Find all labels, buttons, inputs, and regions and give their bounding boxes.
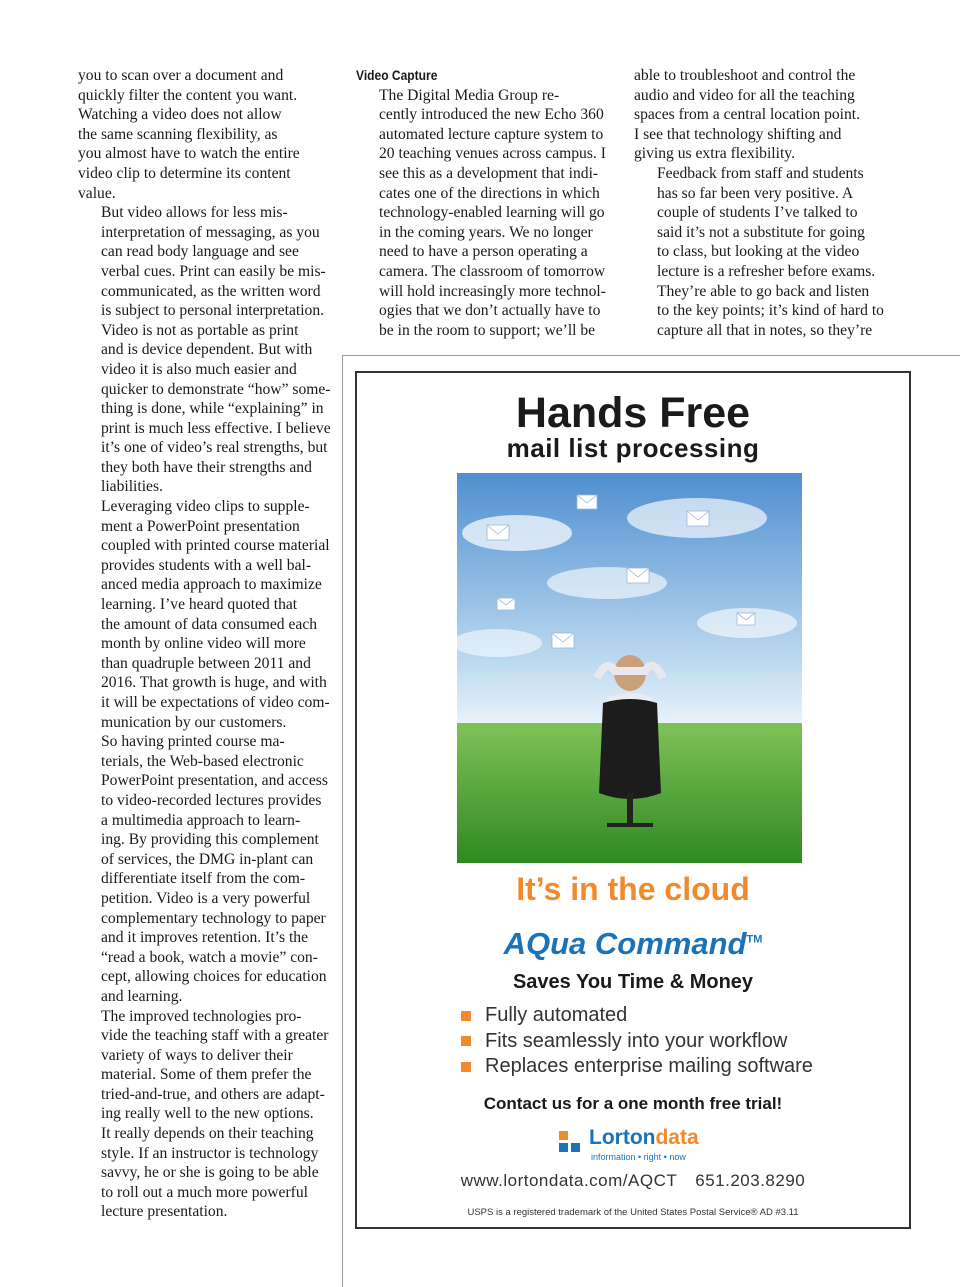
square-bullet-icon: [461, 1062, 471, 1072]
text-line: cates one of the directions in which: [379, 184, 600, 202]
text-line: and it improves retention. It’s the: [101, 929, 309, 947]
text-line: Leveraging video clips to supple-: [101, 498, 310, 516]
text-line: cently introduced the new Echo 360: [379, 106, 604, 124]
text-line: lecture is a refresher before exams.: [657, 262, 876, 280]
text-line: couple of students I’ve talked to: [657, 204, 858, 222]
text-line: ment a PowerPoint presentation: [101, 517, 300, 535]
website-link[interactable]: www.lortondata.com/AQCT: [460, 1171, 678, 1190]
text-line: automated lecture capture system to: [379, 125, 604, 143]
text-line: variety of ways to deliver their: [101, 1046, 293, 1064]
text-line: need to have a person operating a: [379, 243, 588, 261]
ad-fine-print: USPS is a registered trademark of the United States Postal Service® AD #3.11: [467, 1207, 799, 1218]
text-line: audio and video for all the teaching: [634, 86, 855, 104]
text-line: video it is also much easier and: [101, 360, 297, 378]
text-line: munication by our customers.: [101, 713, 287, 731]
text-line: see this as a development that indi-: [379, 164, 599, 182]
text-line: lecture presentation.: [101, 1203, 228, 1221]
text-line: can read body language and see: [101, 243, 299, 261]
text-line: anced media approach to maximize: [101, 576, 322, 594]
text-line: they both have their strengths and: [101, 458, 312, 476]
text-line: giving us extra flexibility.: [634, 145, 795, 163]
feature-list: [461, 1003, 813, 1080]
square-bullet-icon: [461, 1011, 471, 1021]
paragraph: [634, 164, 892, 340]
list-item: Replaces enterprise mailing software: [461, 1054, 813, 1080]
section-heading: Video Capture: [356, 67, 438, 83]
text-line: coupled with printed course material: [101, 537, 330, 555]
man-in-field-image: [457, 473, 802, 863]
paragraph: [78, 321, 336, 497]
text-line: So having printed course ma-: [101, 733, 285, 751]
phone-number: 651.203.8290: [695, 1171, 806, 1190]
ad-subtitle: mail list processing: [506, 433, 760, 463]
text-line: terials, the Web-based electronic: [101, 752, 304, 770]
text-line: verbal cues. Print can easily be mis-: [101, 262, 326, 280]
text-line: I see that technology shifting and: [634, 125, 842, 143]
text-line: the amount of data consumed each: [101, 615, 318, 633]
text-line: “read a book, watch a movie” con-: [101, 948, 318, 966]
paragraph: [634, 66, 892, 164]
text-line: spaces from a central location point.: [634, 106, 861, 124]
text-line: is subject to personal interpretation.: [101, 302, 325, 320]
text-line: will hold increasingly more technol-: [379, 282, 606, 300]
paragraph: [78, 203, 336, 321]
text-line: complementary technology to paper: [101, 909, 326, 927]
text-line: month by online video will more: [101, 635, 306, 653]
text-line: 20 teaching venues across campus. I: [379, 145, 606, 163]
ad-photo: [457, 473, 802, 863]
lortondata-mark-icon: [557, 1129, 583, 1155]
text-line: to the key points; it’s kind of hard to: [657, 302, 884, 320]
text-line: Feedback from staff and students: [657, 164, 864, 182]
text-line: quickly filter the content you want.: [78, 86, 298, 104]
square-bullet-icon: [461, 1036, 471, 1046]
text-line: petition. Video is a very powerful: [101, 889, 311, 907]
text-line: be in the room to support; we’ll be: [379, 321, 596, 339]
text-line: The Digital Media Group re-: [379, 86, 560, 104]
list-item: Fully automated: [461, 1003, 813, 1029]
text-line: learning. I’ve heard quoted that: [101, 596, 298, 614]
text-line: ing. By providing this complement: [101, 831, 319, 849]
text-line: Video is not as portable as print: [101, 321, 299, 339]
text-line: value.: [78, 184, 116, 202]
paragraph: [356, 86, 610, 341]
list-item: Fits seamlessly into your workflow: [461, 1029, 813, 1055]
text-line: They’re able to go back and listen: [657, 282, 870, 300]
text-line: to video-recorded lectures provides: [101, 791, 322, 809]
logo-wordmark: Lortondata: [589, 1126, 699, 1149]
text-line: than quadruple between 2011 and: [101, 654, 311, 672]
text-line: differentiate itself from the com-: [101, 870, 306, 888]
text-line: But video allows for less mis-: [101, 204, 288, 222]
article-column-2: [356, 66, 610, 340]
text-line: Watching a video does not allow: [78, 106, 282, 124]
text-line: in the coming years. We no longer: [379, 223, 593, 241]
text-line: material. Some of them prefer the: [101, 1066, 312, 1084]
text-line: ing really well to the new options.: [101, 1105, 314, 1123]
text-line: It really depends on their teaching: [101, 1125, 314, 1143]
ad-title: Hands Free: [515, 389, 751, 437]
ad-contact-line: Contact us for a one month free trial!: [483, 1094, 783, 1113]
text-line: you to scan over a document and: [78, 67, 284, 84]
text-line: technology-enabled learning will go: [379, 204, 605, 222]
text-line: cept, allowing choices for education: [101, 968, 327, 986]
text-line: video clip to determine its content: [78, 164, 291, 182]
ad-web-phone: [357, 1171, 909, 1191]
lortondata-logo: [557, 1126, 717, 1166]
text-line: style. If an instructor is technology: [101, 1144, 319, 1162]
text-line: PowerPoint presentation, and access: [101, 772, 328, 790]
text-line: of services, the DMG in-plant can: [101, 850, 314, 868]
text-line: communicated, as the written word: [101, 282, 321, 300]
paragraph: [78, 66, 336, 203]
text-line: has so far been very positive. A: [657, 184, 854, 202]
logo-tagline: information • right • now: [591, 1152, 686, 1162]
trademark-mark: TM: [746, 933, 763, 946]
text-line: able to troubleshoot and control the: [634, 67, 856, 84]
text-line: camera. The classroom of tomorrow: [379, 262, 606, 280]
text-line: quicker to demonstrate “how” some-: [101, 380, 331, 398]
text-line: ogies that we don’t actually have to: [379, 302, 601, 320]
text-line: to roll out a much more powerful: [101, 1183, 308, 1201]
text-line: savvy, he or she is going to be able: [101, 1164, 319, 1182]
paragraph: [78, 497, 336, 732]
advertisement: [355, 371, 911, 1229]
text-line: 2016. That growth is huge, and with: [101, 674, 327, 692]
text-line: a multimedia approach to learn-: [101, 811, 301, 829]
ad-brand-logo: [357, 926, 909, 962]
text-line: capture all that in notes, so they’re: [657, 321, 873, 339]
text-line: liabilities.: [101, 478, 163, 496]
text-line: it will be expectations of video com-: [101, 694, 330, 711]
ad-cloud-tagline: It’s in the cloud: [516, 871, 750, 907]
text-line: the same scanning flexibility, as: [78, 125, 278, 143]
divider-horizontal: [342, 355, 960, 356]
ad-saves-headline: Saves You Time & Money: [512, 971, 754, 993]
article-column-1: [78, 66, 336, 1222]
text-line: interpretation of messaging, as you: [101, 223, 320, 241]
text-line: and is device dependent. But with: [101, 341, 313, 359]
divider-vertical: [342, 355, 343, 1287]
text-line: said it’s not a substitute for going: [657, 223, 865, 241]
text-line: print is much less effective. I believe: [101, 419, 331, 437]
text-line: it’s one of video’s real strengths, but: [101, 439, 328, 457]
text-line: provides students with a well bal-: [101, 556, 312, 574]
brand-name: AQua Command: [503, 926, 747, 961]
text-line: vide the teaching staff with a greater: [101, 1027, 329, 1045]
text-line: The improved technologies pro-: [101, 1007, 302, 1025]
paragraph: [78, 1007, 336, 1223]
text-line: thing is done, while “explaining” in: [101, 400, 324, 418]
article-column-3: [634, 66, 892, 340]
text-line: tried-and-true, and others are adapt-: [101, 1085, 325, 1103]
text-line: you almost have to watch the entire: [78, 145, 300, 163]
text-line: and learning.: [101, 987, 183, 1005]
text-line: to class, but looking at the video: [657, 243, 860, 261]
paragraph: [78, 732, 336, 1006]
